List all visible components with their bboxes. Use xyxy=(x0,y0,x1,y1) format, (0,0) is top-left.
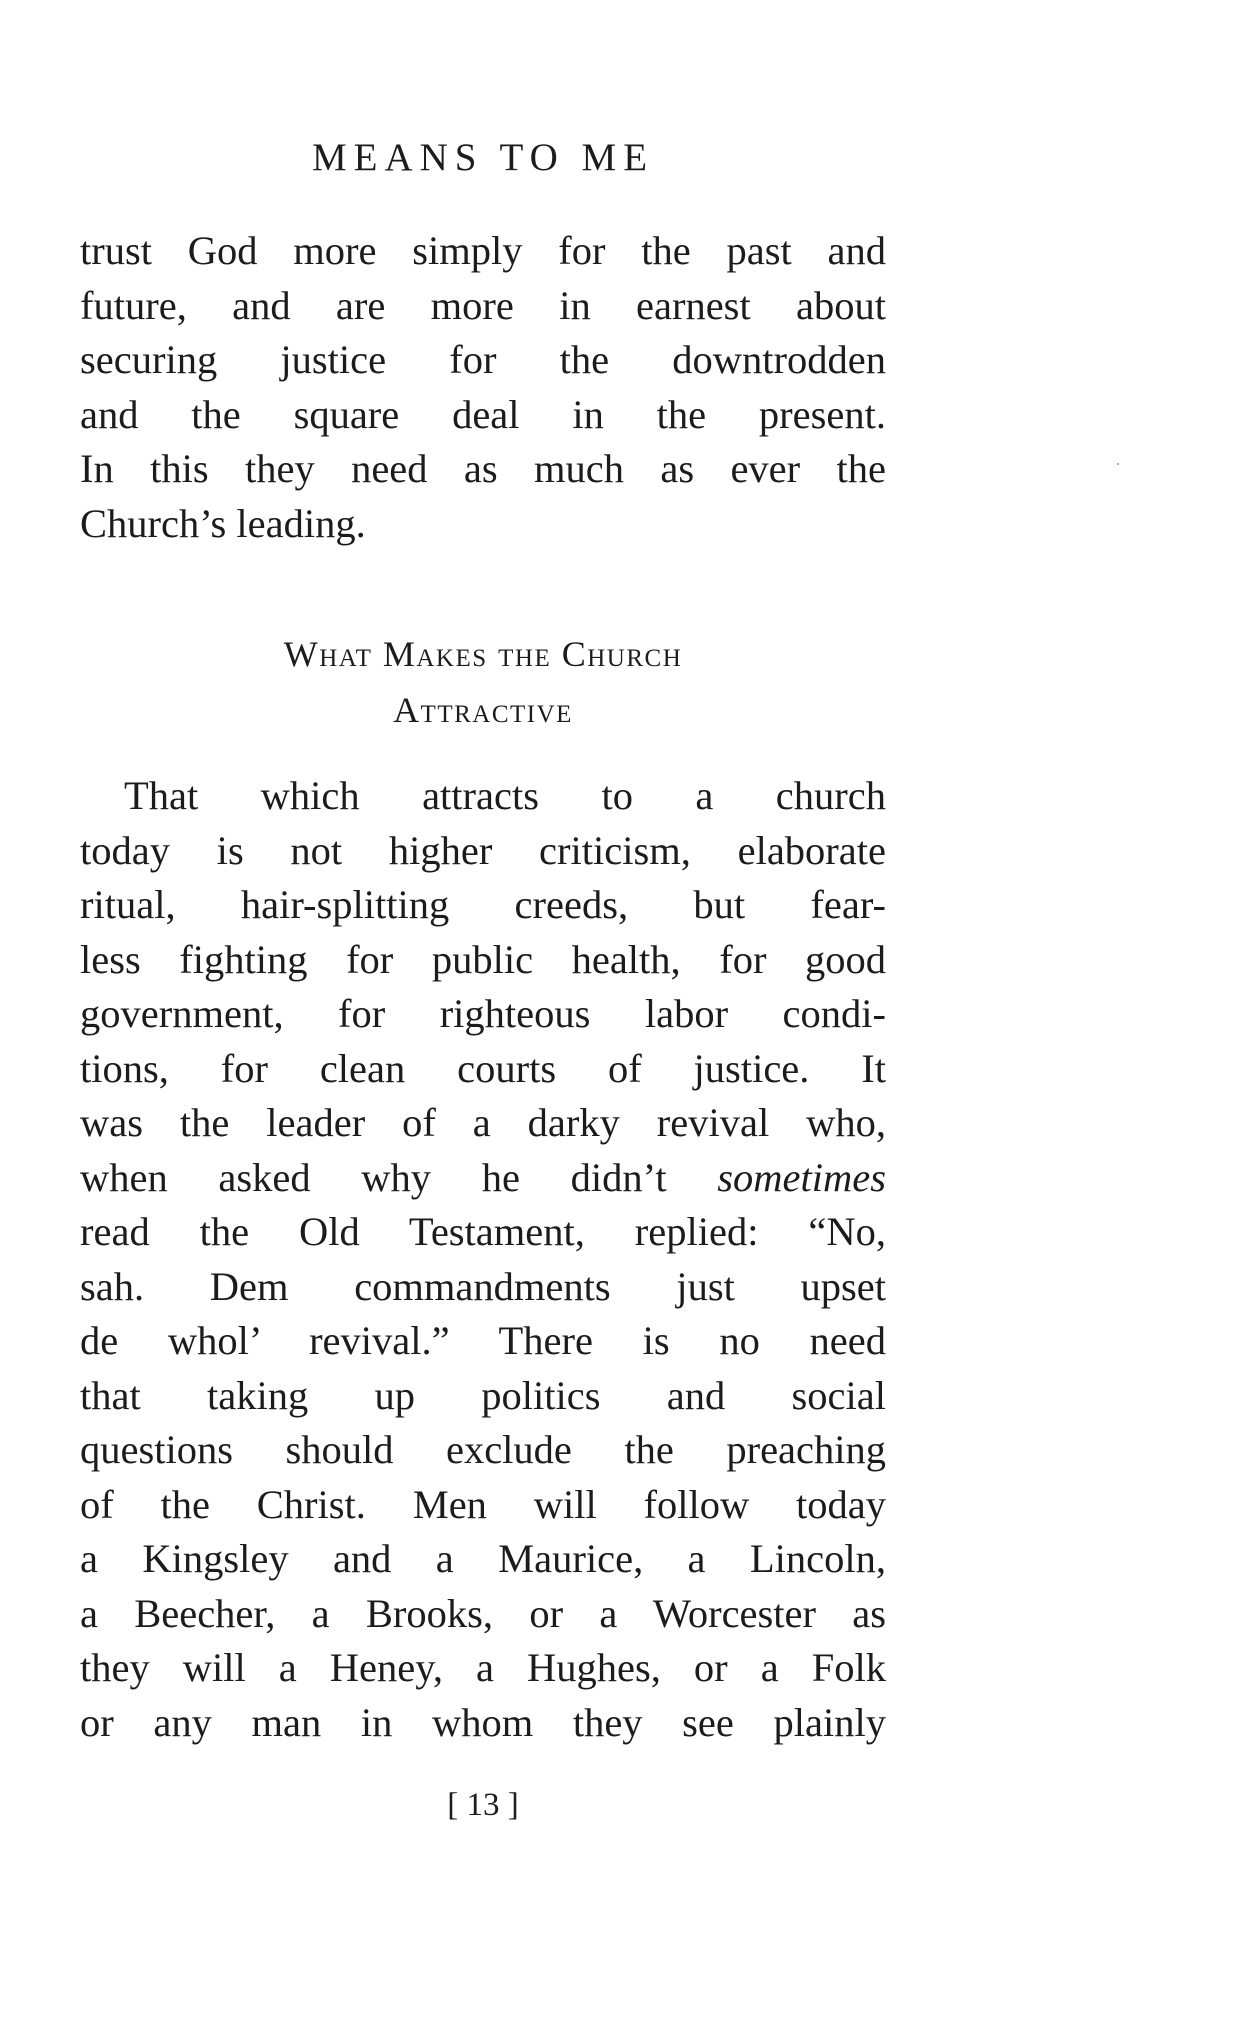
paragraph-church-attractive xyxy=(80,769,886,1750)
text-line: a Beecher, a Brooks, or a Worcester as xyxy=(80,1590,886,1636)
section-heading-line-1: What Makes the Church xyxy=(283,634,683,674)
text-line: tions, for clean courts of justice. It xyxy=(80,1045,886,1091)
text-line: trust God more simply for the past and xyxy=(80,228,886,273)
text-line xyxy=(80,1151,886,1206)
text-line: read the Old Testament, replied: “No, xyxy=(80,1209,886,1254)
text-line: government, for righteous labor condi- xyxy=(80,991,886,1036)
paragraph-continuation xyxy=(80,224,886,551)
text-line: securing justice for the downtrodden xyxy=(80,337,886,382)
text-line: or any man in whom they see plainly xyxy=(80,1699,886,1745)
running-head: MEANS TO ME xyxy=(311,136,655,179)
text-line: less fighting for public health, for good xyxy=(80,936,886,982)
text-line: they will a Heney, a Hughes, or a Folk xyxy=(80,1645,886,1690)
text-line: was the leader of a darky revival who, xyxy=(80,1100,886,1145)
text-segment: when asked why he didn’t xyxy=(80,1154,718,1200)
text-line: sah. Dem commandments just upset xyxy=(80,1263,886,1309)
text-line: Church’s leading. xyxy=(80,500,366,546)
text-line: that taking up politics and social xyxy=(80,1372,886,1418)
text-line: de whol’ revival.” There is no need xyxy=(80,1318,886,1363)
text-line: In this they need as much as ever the xyxy=(80,446,886,491)
section-heading-line-2: Attractive xyxy=(393,690,573,730)
text-line: That which attracts to a church xyxy=(124,773,886,818)
text-line: and the square deal in the present. xyxy=(80,391,886,437)
text-line: ritual, hair-splitting creeds, but fear- xyxy=(80,882,886,927)
text-line: questions should exclude the preaching xyxy=(80,1427,886,1472)
text-line: future, and are more in earnest about xyxy=(80,282,886,328)
text-line: a Kingsley and a Maurice, a Lincoln, xyxy=(80,1536,886,1581)
margin-speck xyxy=(1117,463,1119,465)
text-line: today is not higher criticism, elaborate xyxy=(80,827,886,873)
section-heading xyxy=(80,626,886,738)
text-line: of the Christ. Men will follow today xyxy=(80,1481,886,1527)
italic-word: sometimes xyxy=(717,1154,886,1200)
page-number: [ 13 ] xyxy=(447,1787,519,1823)
